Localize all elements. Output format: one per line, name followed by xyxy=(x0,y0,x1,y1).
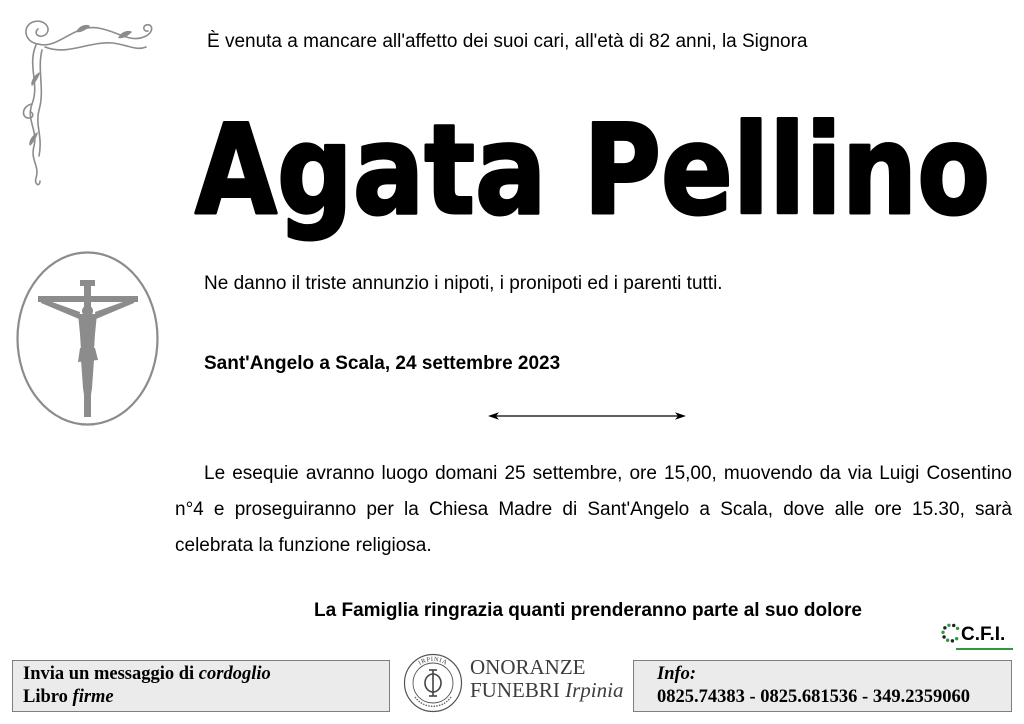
condolence-link-emphasis: cordoglio xyxy=(198,664,271,684)
agency-name-line2 xyxy=(470,679,623,702)
cfi-dot xyxy=(942,635,945,638)
condolence-link[interactable] xyxy=(23,663,389,686)
footer-links-box xyxy=(12,660,390,712)
agency-logo xyxy=(403,653,463,713)
cfi-dot xyxy=(947,624,950,627)
figure-legs xyxy=(81,360,94,402)
cfi-dots-ring-icon xyxy=(940,622,962,644)
agency-name-line2-text: FUNEBRI xyxy=(470,678,560,702)
ornament-leaf xyxy=(31,72,40,86)
place-date-text: Sant'Angelo a Scala, 24 settembre 2023 xyxy=(204,353,561,374)
announcement-text: Ne danno il triste annunzio i nipoti, i pronipoti ed i parenti tutti. xyxy=(204,273,723,294)
cfi-logo-text: C.F.I. xyxy=(961,624,1006,645)
funeral-details xyxy=(175,456,1012,564)
intro-text: È venuta a mancare all'affetto dei suoi cari, all'età di 82 anni, la Signora xyxy=(207,31,808,52)
cfi-dot xyxy=(941,631,944,634)
info-label: Info: xyxy=(657,664,697,684)
deceased-name xyxy=(193,100,998,248)
condolence-link-text: Invia un messaggio di xyxy=(23,664,195,684)
crucifix-icon xyxy=(15,250,161,428)
guestbook-link-text: Libro xyxy=(23,687,68,707)
ornament-top-scroll xyxy=(38,25,152,45)
cfi-dot xyxy=(956,627,959,630)
cfi-logo xyxy=(940,618,1014,656)
double-arrow-icon xyxy=(485,410,689,422)
agency-name xyxy=(470,656,623,702)
agency-name-line2-emphasis: Irpinia xyxy=(565,678,624,702)
ornament-spiral xyxy=(26,21,48,44)
agency-name-line1: ONORANZE xyxy=(470,655,586,679)
corner-flourish-icon xyxy=(18,14,158,188)
funeral-details-line: n°4 e proseguiranno per la Chiesa Madre di Sant'Angelo a Scala, dove alle ore 15.30, sarà xyxy=(175,499,1012,520)
funeral-details-line: celebrata la funzione religiosa. xyxy=(175,535,432,556)
figure-loincloth xyxy=(78,348,98,362)
funeral-details-line: Le esequie avranno luogo domani 25 settembre, ore 15,00, muovendo da via Luigi Cosentino xyxy=(204,463,1012,484)
logo-text-top-path: IRPINIA xyxy=(417,655,449,667)
cfi-dot xyxy=(951,639,954,642)
family-thanks-text: La Famiglia ringrazia quanti prenderanno parte al suo dolore xyxy=(314,600,862,621)
cross-plaque xyxy=(80,280,95,286)
cfi-dot xyxy=(946,639,949,642)
guestbook-link[interactable] xyxy=(23,686,389,709)
figure-torso xyxy=(78,314,97,350)
ornament-top-scroll-inner xyxy=(45,43,146,50)
cfi-dot xyxy=(943,626,946,629)
cross-beam xyxy=(38,296,138,302)
info-phones: 0825.74383 - 0825.681536 - 349.2359060 xyxy=(657,687,970,707)
guestbook-link-emphasis: firme xyxy=(72,687,114,707)
cfi-dot xyxy=(955,637,958,640)
cfi-logo-underline xyxy=(956,648,1013,650)
ornament-side-scroll-inner xyxy=(38,50,42,156)
cfi-dot xyxy=(952,624,955,627)
deceased-name-text: Agata Pellino xyxy=(195,100,990,243)
footer-info-box xyxy=(633,660,1012,712)
